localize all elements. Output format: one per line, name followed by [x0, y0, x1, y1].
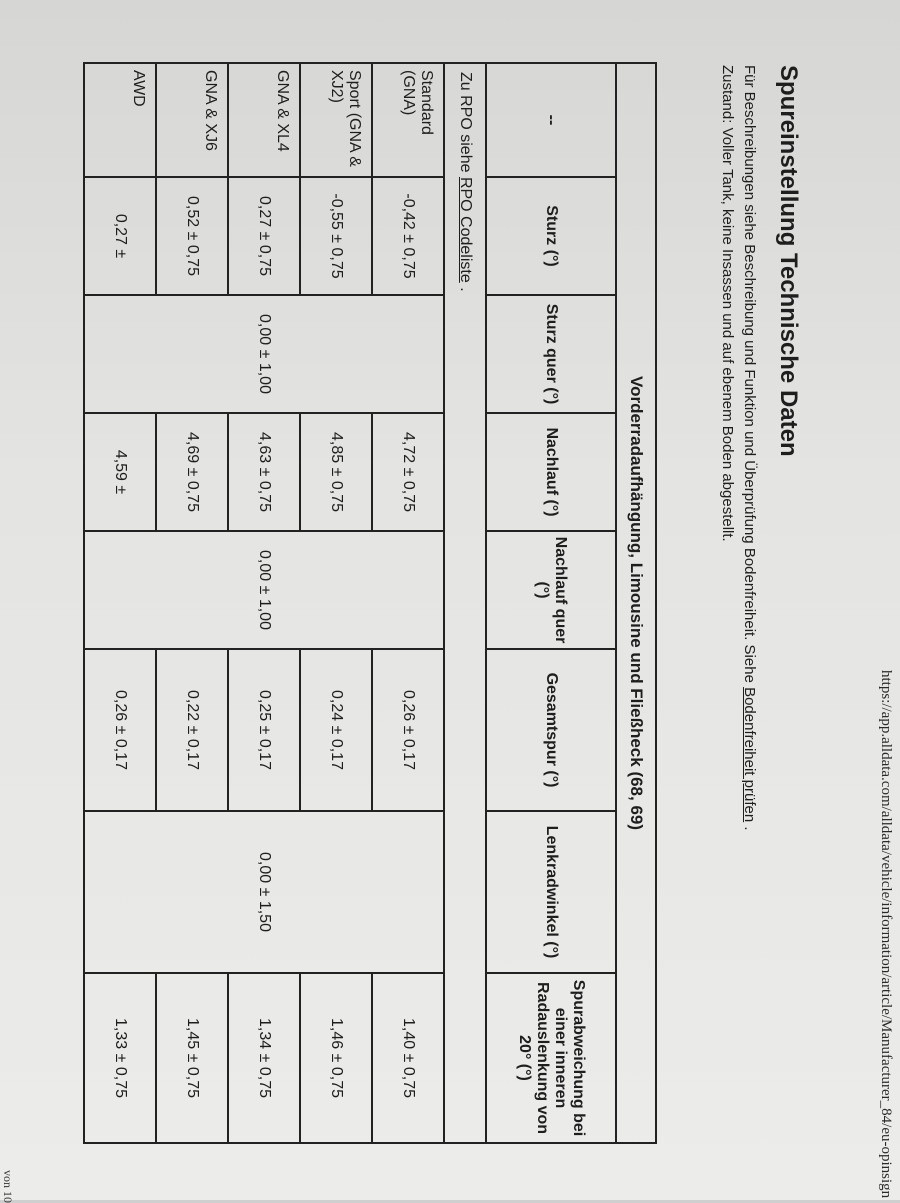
description-end: .: [741, 822, 758, 831]
nachlauf-value: 4,59 ±: [84, 413, 156, 531]
nachlauf-value: 4,69 ± 0,75: [156, 413, 228, 531]
sturz-value: -0,42 ± 0,75: [372, 177, 444, 295]
col-header-label: --: [486, 63, 616, 177]
col-header-sturz: Sturz (°): [486, 177, 616, 295]
nachlauf-value: 4,85 ± 0,75: [300, 413, 372, 531]
col-header-spurabweichung: Spurabweichung bei einer inneren Radauslenkung von 20° (°): [486, 973, 616, 1143]
gesamtspur-value: 0,26 ± 0,17: [84, 649, 156, 811]
rpo-note-end: .: [457, 282, 474, 292]
description: [716, 65, 760, 1115]
alignment-table: [83, 62, 657, 1144]
sturz-value: 0,27 ±: [84, 177, 156, 295]
row-label: Standard (GNA): [372, 63, 444, 177]
table-header-row: [486, 63, 616, 1143]
col-header-lenkradwinkel: Lenkradwinkel (°): [486, 811, 616, 973]
row-label: GNA & XJ6: [156, 63, 228, 177]
row-label: AWD: [84, 63, 156, 177]
description-line: [738, 65, 760, 1115]
col-header-gesamtspur: Gesamtspur (°): [486, 649, 616, 811]
rpo-codeliste-link[interactable]: RPO Codeliste: [457, 176, 474, 283]
spurabweichung-value: 1,46 ± 0,75: [300, 973, 372, 1143]
table-row: [372, 63, 444, 1143]
table-caption: Vorderradaufhängung, Limousine und Fließheck (68, 69): [616, 63, 656, 1143]
nachlauf-value: 4,72 ± 0,75: [372, 413, 444, 531]
spurabweichung-value: 1,45 ± 0,75: [156, 973, 228, 1143]
nachlauf-quer-value: 0,00 ± 1,00: [84, 531, 444, 649]
sturz-value: 0,27 ± 0,75: [228, 177, 300, 295]
rpo-note-text: Zu RPO siehe: [457, 72, 474, 177]
col-header-sturz-quer: Sturz quer (°): [486, 295, 616, 413]
page-url: https://app.alldata.com/alldata/vehicle/information/article/Manufacturer_84/eu-opinsign: [878, 670, 894, 1199]
gesamtspur-value: 0,26 ± 0,17: [372, 649, 444, 811]
spurabweichung-value: 1,33 ± 0,75: [84, 973, 156, 1143]
rpo-note-row: [444, 63, 486, 1143]
nachlauf-value: 4,63 ± 0,75: [228, 413, 300, 531]
lenkradwinkel-value: 0,00 ± 1,50: [84, 811, 444, 973]
sturz-value: 0,52 ± 0,75: [156, 177, 228, 295]
gesamtspur-value: 0,22 ± 0,17: [156, 649, 228, 811]
page-number: von 10: [1, 1170, 15, 1203]
col-header-nachlauf: Nachlauf (°): [486, 413, 616, 531]
bodenfreiheit-link[interactable]: Bodenfreiheit prüfen: [741, 687, 758, 823]
gesamtspur-value: 0,25 ± 0,17: [228, 649, 300, 811]
gesamtspur-value: 0,24 ± 0,17: [300, 649, 372, 811]
spurabweichung-value: 1,40 ± 0,75: [372, 973, 444, 1143]
row-label: GNA & XL4: [228, 63, 300, 177]
description-text: Für Beschreibungen siehe Beschreibung und Funktion und Überprüfung Bodenfreiheit. Siehe: [741, 65, 758, 688]
row-label: Sport (GNA & XJ2): [300, 63, 372, 177]
spurabweichung-value: 1,34 ± 0,75: [228, 973, 300, 1143]
col-header-nachlauf-quer: Nachlauf quer (°): [486, 531, 616, 649]
sturz-quer-value: 0,00 ± 1,00: [84, 295, 444, 413]
rpo-note: [444, 63, 486, 1143]
page-title: Spureinstellung Technische Daten: [775, 65, 802, 457]
state-line: Zustand: Voller Tank, keine Insassen und auf ebenem Boden abgestellt.: [719, 65, 736, 542]
sturz-value: -0,55 ± 0,75: [300, 177, 372, 295]
